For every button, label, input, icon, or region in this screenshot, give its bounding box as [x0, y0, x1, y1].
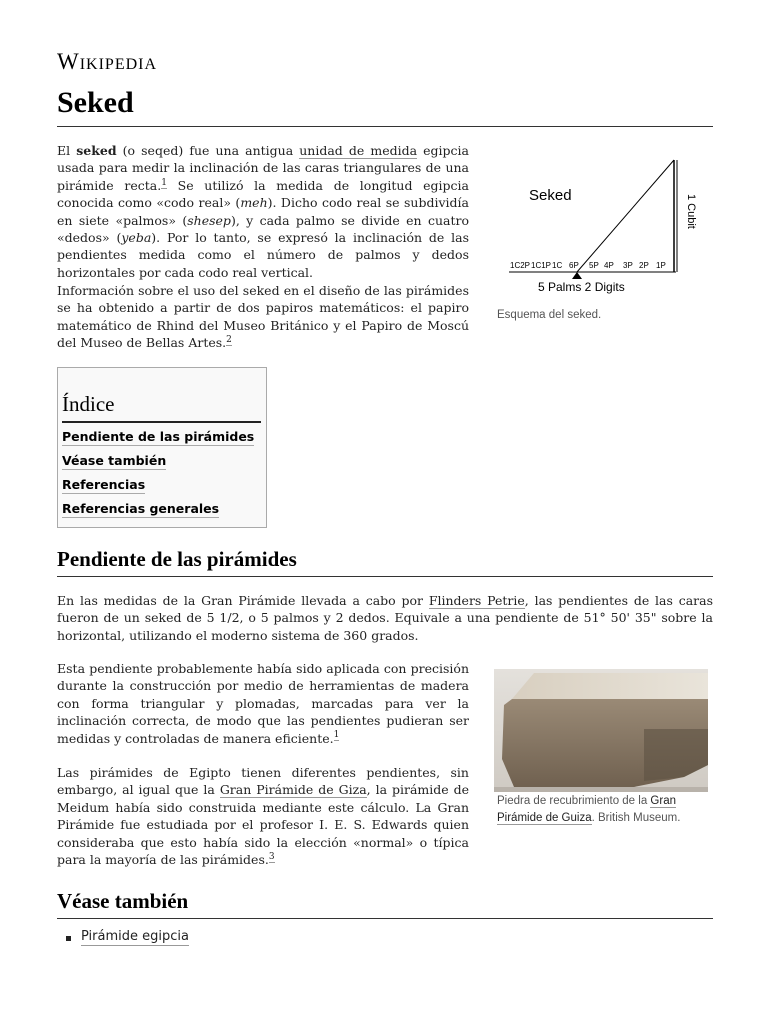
tick-label: 1P	[656, 261, 666, 270]
casing-stone-image	[494, 669, 708, 792]
casing-stone-photo[interactable]	[494, 669, 708, 792]
photo-caption: Piedra de recubrimiento de la Gran Pirámide de Guiza. British Museum.	[497, 795, 681, 824]
ref-1-link[interactable]: 1	[161, 177, 167, 188]
tick-label: 3P	[623, 261, 633, 270]
title-divider	[57, 126, 713, 127]
tick-label: 1C1P	[531, 261, 552, 270]
gran-piramide-link[interactable]: Gran Pirámide de Giza	[219, 782, 367, 798]
page-title: Seked	[57, 86, 134, 119]
section-divider	[57, 918, 713, 919]
toc-item-pendiente[interactable]: Pendiente de las pirámides	[62, 429, 255, 444]
diagram-caption: Esquema del seked.	[497, 309, 602, 321]
gran-piramide-guiza-link[interactable]: Gran Pirámide de Guiza	[497, 795, 676, 824]
tick-label: 4P	[604, 261, 614, 270]
toc-item-vease-tambien[interactable]: Véase también	[62, 453, 167, 468]
section-divider	[57, 576, 713, 577]
section1-paragraph-1: En las medidas de la Gran Pirámide llevada a cabo por Flinders Petrie, las pendientes de las caras fueron de un seked de 5 1/2, o 5 palmos y 2 dedos. Equivale a una pendiente de 51° 50' 35" sobre la horizontal, utilizando el moderno sistema de 360 grados.	[57, 593, 714, 643]
ref-1-link[interactable]: 1	[333, 730, 340, 741]
tick-label: 1C	[552, 261, 563, 270]
list-bullet-icon	[66, 936, 71, 941]
table-of-contents	[57, 367, 267, 528]
toc-item-referencias-generales[interactable]: Referencias generales	[62, 501, 220, 516]
section1-paragraph-2: Esta pendiente probablemente había sido aplicada con precisión durante la construcción por medio de herramientas de madera con forma triangular y plomadas, marcadas para ver la inclinación correcta, de modo que las pendientes pudieran ser medidas y controladas de manera eficiente.$^1$	[57, 661, 469, 746]
ref-2-link[interactable]: 2	[226, 335, 232, 346]
toc-item-referencias[interactable]: Referencias	[62, 477, 146, 492]
seked-diagram	[494, 152, 713, 302]
wikipedia-logo[interactable]: Wikipedia	[57, 49, 158, 74]
diagram-cubit-label: 1 Cubit	[685, 194, 697, 229]
intro-paragraph-2: Información sobre el uso del seked en el diseño de las pirámides se ha obtenido a partir de dos papiros matemáticos: el papiro matemático de Rhind del Museo Británico y el Papiro de Moscú del Museo de Bellas Artes.$^2$	[57, 283, 469, 351]
section1-paragraph-3: Las pirámides de Egipto tienen diferentes pendientes, sin embargo, al igual que la Gran Pirámide de Giza, la pirámide de Meidum había sido construida mediante este cálculo. La Gran Pirámide fue estudiada por el profesor I. E. S. Edwards quien consideraba que esto había sido la elección «normal» o típica para la mayoría de las pirámides.$^3$	[57, 765, 470, 868]
diagram-seked-label: Seked	[529, 187, 572, 204]
diagram-bottom-label: 5 Palms 2 Digits	[538, 280, 625, 294]
tick-label: 1C2P	[510, 261, 531, 270]
toc-divider	[62, 421, 261, 423]
tick-label: 5P	[589, 261, 599, 270]
ref-3-link[interactable]: 3	[268, 851, 275, 862]
tick-label: 6P	[569, 261, 579, 270]
unidad-de-medida-link[interactable]: unidad de medida	[299, 143, 418, 158]
flinders-petrie-link[interactable]: Flinders Petrie	[428, 593, 525, 608]
piramide-egipcia-link[interactable]: Pirámide egipcia	[81, 929, 189, 944]
intro-paragraph-1: El seked (o seqed) fue una antigua unidad de medida egipcia usada para medir la inclinación de las caras triangulares de una pirámide recta.$^1$ Se utilizó la medida de longitud egipcia conocida como «codo real» (meh). Dicho codo real se subdividía en siete «palmos» (shesep), y cada palmo se divide en cuatro «dedos» (yeba). Por lo tanto, se expresó la inclinación de las pendientes medida como el número de palmos y dedos horizontales por cada codo real vertical.	[57, 143, 469, 280]
tick-label: 2P	[639, 261, 649, 270]
seked-diagram-figure	[494, 152, 713, 327]
section-heading-pendiente: Pendiente de las pirámides	[57, 547, 297, 571]
toc-title: Índice	[62, 392, 115, 416]
section-heading-vease-tambien: Véase también	[57, 889, 189, 913]
seked-arrow-icon	[572, 272, 582, 279]
